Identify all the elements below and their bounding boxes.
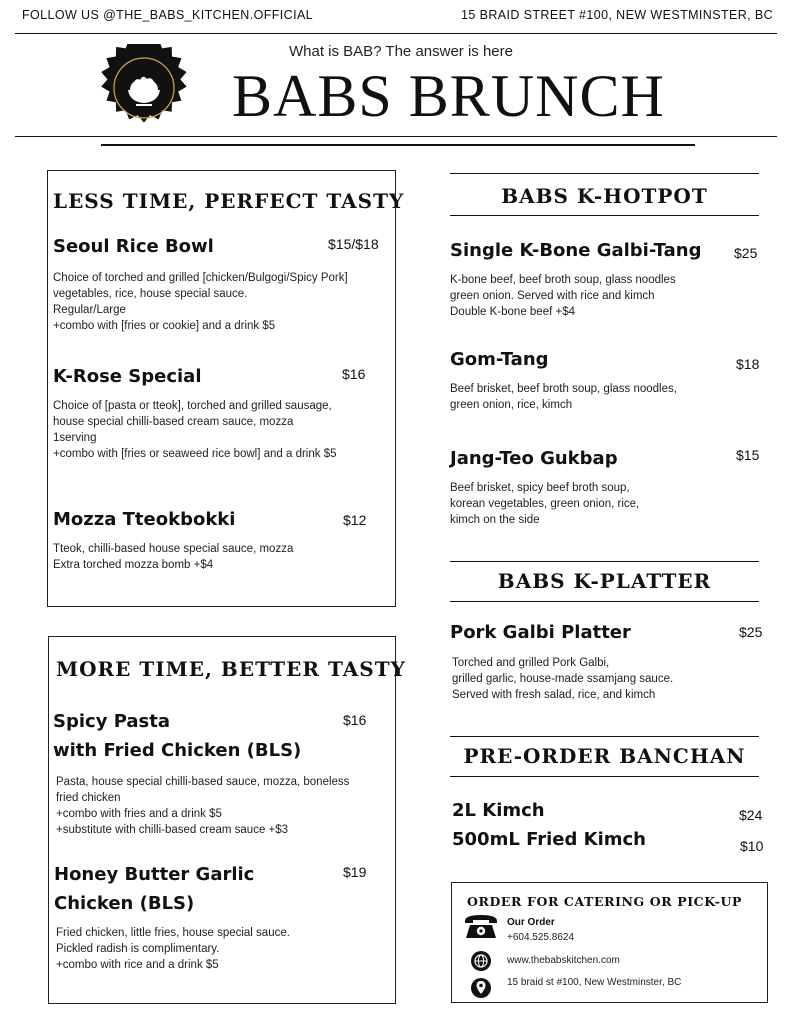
desc-line: house special chilli-based cream sauce, mozza [53,416,294,428]
menu-item-name: K-Rose Special [53,366,202,387]
telephone-icon [463,912,499,945]
topbar-address: 15 BRAID STREET #100, NEW WESTMINSTER, BC [461,8,774,22]
section-title: BABS K-HOTPOT [501,184,708,208]
desc-line: Choice of [pasta or tteok], torched and grilled sausage, [53,400,332,412]
desc-line: vegetables, rice, house special sauce. [53,288,248,300]
desc-line: Extra torched mozza bomb +$4 [53,559,214,571]
desc-line: +substitute with chilli-based cream sauce +$3 [56,824,289,836]
website-link[interactable]: www.thebabskitchen.com [507,955,620,966]
desc-line: +combo with rice and a drink $5 [56,959,219,971]
menu-item-description [53,541,293,573]
menu-item-price: $19 [343,864,367,880]
menu-item-name: Single K-Bone Galbi-Tang [450,240,702,261]
hotpot-bottom-rule [450,215,759,216]
menu-item-description [53,270,348,334]
desc-line: fried chicken [56,792,121,804]
desc-line: Double K-bone beef +$4 [450,306,576,318]
menu-item-price: $15 [736,447,760,463]
menu-item-price: $16 [342,366,366,382]
desc-line: kimch on the side [450,514,540,526]
banchan-top-rule [450,736,759,737]
desc-line: Served with fresh salad, rice, and kimch [452,689,656,701]
rice-bowl-seal-icon [100,44,188,132]
tagline: What is BAB? The answer is here [289,43,513,60]
menu-item-description [53,398,337,462]
desc-line: green onion, rice, kimch [450,399,573,411]
platter-top-rule [450,561,759,562]
menu-item-description [56,925,290,973]
menu-item-description [450,381,677,413]
menu-item-name: Spicy Pasta [53,711,171,732]
globe-icon [471,951,491,976]
menu-item-name: 500mL Fried Kimch [452,829,646,850]
platter-bottom-rule [450,601,759,602]
menu-item-name: Honey Butter Garlic [54,864,255,885]
desc-line: green onion. Served with rice and kimch [450,290,655,302]
contact-title: ORDER FOR CATERING OR PICK-UP [467,894,743,909]
menu-item-description [452,655,673,703]
desc-line: grilled garlic, house-made ssamjang sauce. [452,673,674,685]
desc-line: Beef brisket, beef broth soup, glass noodles, [450,383,677,395]
logo [100,44,188,132]
menu-item-name: Mozza Tteokbokki [53,509,236,530]
menu-item-name-line2: with Fried Chicken (BLS) [53,740,302,761]
desc-line: +combo with [fries or cookie] and a drink $5 [53,320,276,332]
desc-line: Tteok, chilli-based house special sauce, mozza [53,543,294,555]
header-divider [15,136,777,137]
menu-item-name: Gom-Tang [450,349,549,370]
banchan-bottom-rule [450,776,759,777]
menu-item-price: $25 [734,245,758,261]
menu-item-description [56,774,349,838]
top-divider [15,33,777,34]
header-underline [101,144,695,146]
location-pin-icon [471,977,491,1004]
desc-line: Torched and grilled Pork Galbi, [452,657,610,669]
phone-label: Our Order [507,917,555,928]
section-title: BABS K-PLATTER [497,569,712,593]
menu-item-price: $15/$18 [328,236,379,252]
menu-item-description [450,272,676,320]
desc-line: +combo with fries and a drink $5 [56,808,222,820]
desc-line: K-bone beef, beef broth soup, glass noodles [450,274,676,286]
desc-line: 1serving [53,432,97,444]
menu-item-price: $25 [739,624,763,640]
menu-item-price: $10 [740,838,764,854]
menu-item-name: Pork Galbi Platter [450,622,631,643]
desc-line: Regular/Large [53,304,126,316]
desc-line: Pasta, house special chilli-based sauce, mozza, boneless [56,776,350,788]
menu-item-price: $12 [343,512,367,528]
page-title: BABS BRUNCH [232,63,665,129]
desc-line: Choice of torched and grilled [chicken/Bulgogi/Spicy Pork] [53,272,348,284]
follow-us-text: FOLLOW US @THE_BABS_KITCHEN.OFFICIAL [22,8,314,22]
desc-line: Fried chicken, little fries, house special sauce. [56,927,290,939]
menu-item-price: $18 [736,356,760,372]
menu-item-name: Jang-Teo Gukbap [450,448,618,469]
hotpot-top-rule [450,173,759,174]
desc-line: +combo with [fries or seaweed rice bowl] and a drink $5 [53,448,337,460]
contact-address: 15 braid st #100, New Westminster, BC [507,977,682,988]
menu-item-name-line2: Chicken (BLS) [54,893,195,914]
menu-item-description [450,480,639,528]
menu-item-price: $24 [739,807,763,823]
phone-number[interactable]: +604.525.8624 [507,932,575,943]
menu-item-price: $16 [343,712,367,728]
section-title: MORE TIME, BETTER TASTY [56,657,406,681]
desc-line: Beef brisket, spicy beef broth soup, [450,482,630,494]
desc-line: korean vegetables, green onion, rice, [450,498,640,510]
section-title: LESS TIME, PERFECT TASTY [53,189,405,213]
menu-item-name: 2L Kimch [452,800,545,821]
desc-line: Pickled radish is complimentary. [56,943,220,955]
section-title: PRE-ORDER BANCHAN [463,744,746,768]
menu-item-name: Seoul Rice Bowl [53,236,214,257]
